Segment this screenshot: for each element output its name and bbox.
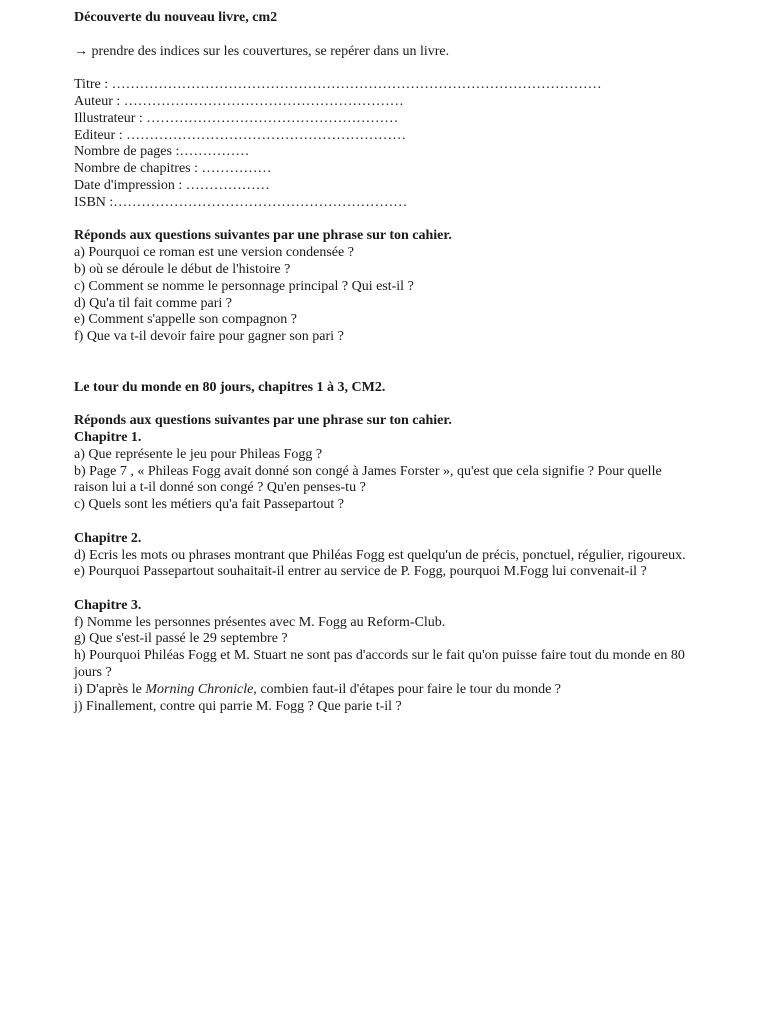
field-isbn: ISBN :……………………………………………………… [74,194,408,210]
question-item: f) Nomme les personnes présentes avec M. Fogg au Reform-Club. [74,614,446,630]
question-item: b) Page 7 , « Phileas Fogg avait donné son congé à James Forster », qu'est que cela signifie ? Pour quelle raison lui a t-il donné son congé ? Qu'en penses-tu ? [74,463,666,496]
question-item: a) Que représente le jeu pour Phileas Fogg ? [74,446,323,462]
question-item: e) Pourquoi Passepartout souhaitait-il entrer au service de P. Fogg, pourquoi M.Fogg lui convenait-il ? [74,564,647,580]
field-date-impression: Date d'impression : ……………… [74,177,270,193]
book-info-fields [74,77,694,211]
question-i-prefix: i) D'après le [74,681,146,697]
question-item: g) Que s'est-il passé le 29 septembre ? [74,631,288,647]
field-auteur: Auteur : …………………………………………………… [74,93,404,109]
field-nombre-chapitres: Nombre de chapitres : …………… [74,161,272,177]
question-i-suffix: combien faut-il d'étapes pour faire le tour du monde ? [256,681,562,697]
section2-instruction: Réponds aux questions suivantes par une phrase sur ton cahier. [74,413,452,429]
question-item: j) Finallement, contre qui parrie M. Fogg ? Que parie t-il ? [74,698,402,714]
question-item: c) Comment se nomme le personnage principal ? Qui est-il ? [74,278,414,294]
chapter1-heading: Chapitre 1. [74,429,142,445]
question-item: f) Que va t-il devoir faire pour gagner son pari ? [74,329,344,345]
chapter2-heading: Chapitre 2. [74,530,142,546]
field-titre: Titre : …………………………………………………………………………………………… [74,77,602,93]
question-item: d) Ecris les mots ou phrases montrant que Philéas Fogg est quelqu'un de précis, ponctuel, régulier, rigoureux. [74,547,686,563]
question-item: c) Quels sont les métiers qu'a fait Passepartout ? [74,497,345,513]
section1-instruction: Réponds aux questions suivantes par une phrase sur ton cahier. [74,228,452,244]
section1-title: Découverte du nouveau livre, cm2 [74,10,278,25]
question-item: b) où se déroule le début de l'histoire ? [74,261,291,277]
question-item: h) Pourquoi Philéas Fogg et M. Stuart ne sont pas d'accords sur le fait qu'on puisse faire tout du monde en 80 jours ? [74,648,689,681]
section1-questions [74,245,694,346]
worksheet-page [74,10,694,715]
section2-title: Le tour du monde en 80 jours, chapitres 1 à 3, CM2. [74,379,386,395]
field-illustrateur: Illustrateur : ……………………………………………… [74,110,399,126]
question-item: e) Comment s'appelle son compagnon ? [74,312,297,328]
field-editeur: Editeur : …………………………………………………… [74,127,407,143]
field-nombre-pages: Nombre de pages :…………… [74,144,250,160]
question-item: a) Pourquoi ce roman est une version condensée ? [74,245,354,261]
chapter3-heading: Chapitre 3. [74,597,142,613]
question-item: d) Qu'a til fait comme pari ? [74,295,233,311]
newspaper-title: Morning Chronicle, [145,681,257,697]
section1-intro: → prendre des indices sur les couvertures, se repérer dans un livre. [74,43,450,59]
question-item-i [74,682,694,699]
